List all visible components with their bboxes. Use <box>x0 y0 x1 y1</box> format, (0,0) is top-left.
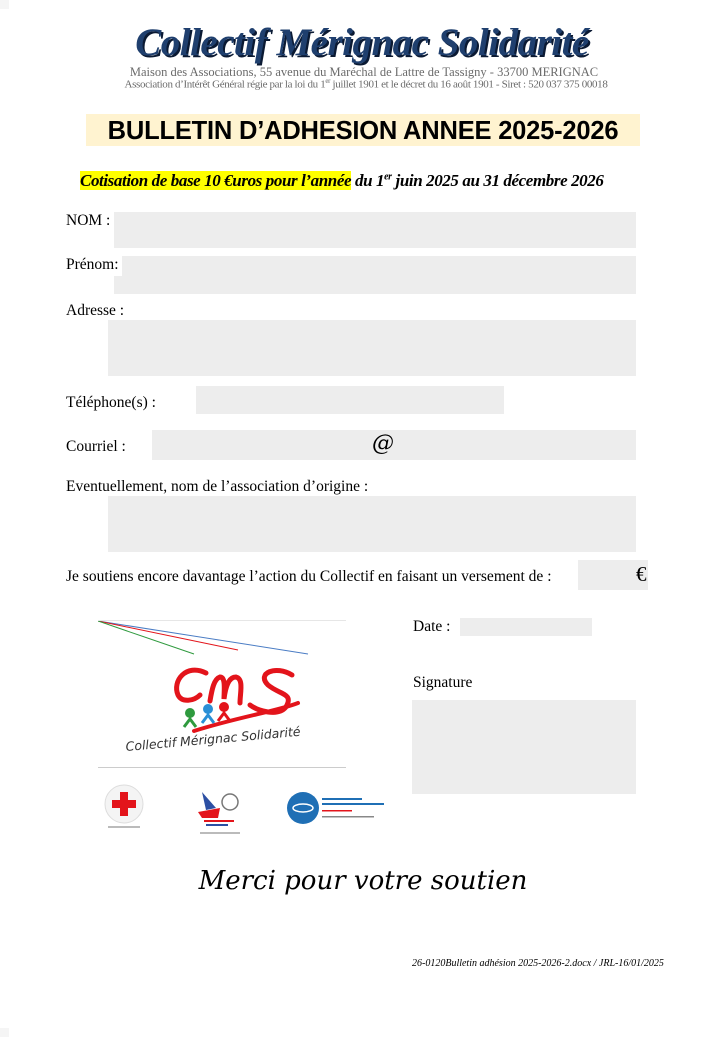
association-label: Eventuellement, nom de l’association d’origine : <box>66 478 369 495</box>
at-sign-icon: @ <box>372 431 394 456</box>
signature-field[interactable] <box>412 700 636 794</box>
organization-address: Maison des Associations, 55 avenue du Maréchal de Lattre de Tassigny - 33700 MERIGNAC <box>129 65 599 79</box>
euro-icon: € <box>636 562 647 586</box>
document-reference: 26-0120Bulletin adhésion 2025-2026-2.docx / JRL-16/01/2025 <box>412 958 664 969</box>
nom-label: NOM : <box>66 212 111 229</box>
versement-field[interactable] <box>578 560 648 590</box>
date-field[interactable] <box>460 618 592 636</box>
logo-red-line <box>98 621 238 650</box>
versement-label: Je soutiens encore davantage l’action du Collectif en faisant un versement de : <box>66 568 552 585</box>
logo-blue-line <box>98 621 308 654</box>
prenom-label: Prénom: <box>66 256 122 276</box>
form-title: BULLETIN D’ADHESION ANNEE 2025-2026 <box>86 114 640 146</box>
prenom-field[interactable] <box>114 256 636 294</box>
cms-logo <box>98 620 346 768</box>
logo-letter-c <box>177 670 206 700</box>
adresse-field[interactable] <box>108 320 636 376</box>
nom-field[interactable] <box>114 212 636 248</box>
page-corner-mark <box>0 1028 9 1037</box>
logo-letter-m <box>210 677 241 703</box>
thank-you-message: Merci pour votre soutien <box>198 866 528 896</box>
page-corner-mark <box>0 0 9 9</box>
telephone-field[interactable] <box>196 386 504 414</box>
telephone-label: Téléphone(s) : <box>66 394 156 411</box>
secours-populaire-logo <box>196 788 244 838</box>
signature-label: Signature <box>413 674 473 691</box>
adresse-label: Adresse : <box>66 302 125 319</box>
organization-title: Collectif Mérignac Solidarité <box>135 21 589 64</box>
association-field[interactable] <box>108 496 636 552</box>
saint-vincent-de-paul-logo <box>286 790 388 826</box>
cms-logo-graphic <box>98 621 346 767</box>
date-label: Date : <box>413 618 451 635</box>
courriel-label: Courriel : <box>66 438 126 455</box>
logo-tagline: Collectif Mérignac Solidarité <box>124 723 302 754</box>
cotisation-line: Cotisation de base 10 €uros pour l’année du 1er juin 2025 au 31 décembre 2026 <box>80 171 604 190</box>
organization-legal-info: Association d’Intérêt Général régie par la loi du 1er juillet 1901 et le décret du 16 août 1901 - Siret : 520 037 375 00018 <box>124 77 608 91</box>
courriel-field[interactable] <box>152 430 636 460</box>
croix-rouge-logo <box>102 784 146 832</box>
cotisation-highlight: Cotisation de base 10 €uros pour l’année <box>80 171 352 190</box>
